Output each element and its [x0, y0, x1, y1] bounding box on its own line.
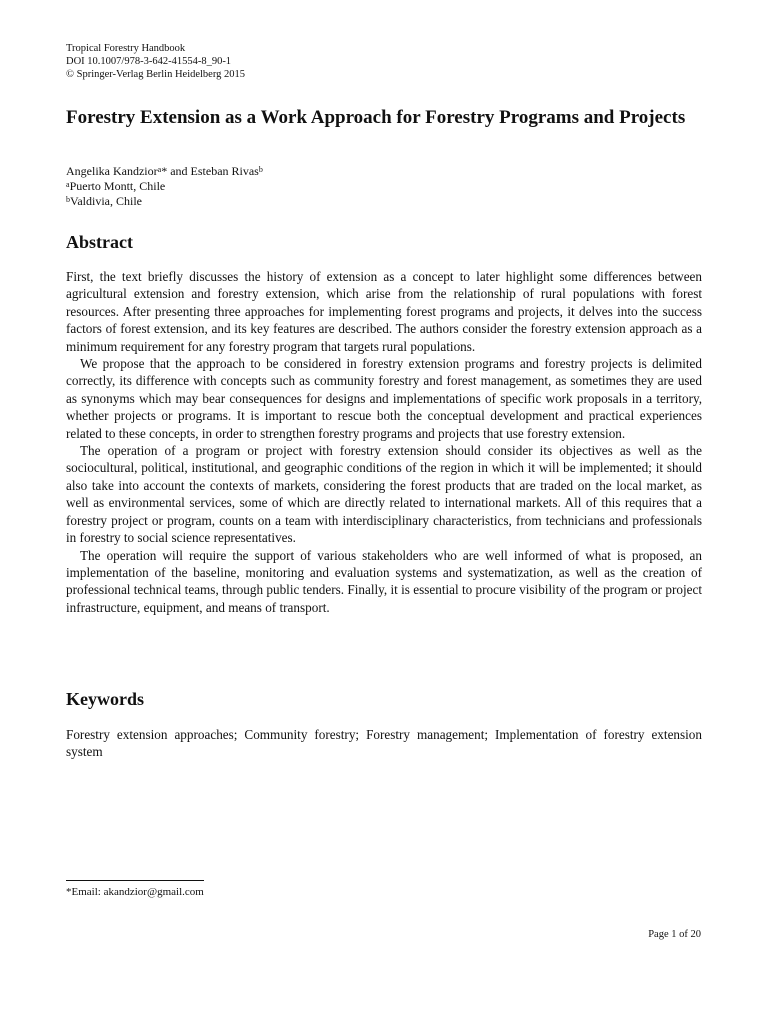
author-1-affiliation-mark: a — [157, 165, 162, 174]
book-title: Tropical Forestry Handbook — [66, 43, 186, 54]
affiliation-b-place: Valdivia, Chile — [70, 194, 142, 208]
publication-header — [66, 42, 245, 81]
keywords-heading: Keywords — [66, 689, 144, 709]
author-line — [66, 164, 263, 179]
affiliation-a — [66, 179, 263, 194]
affiliation-b — [66, 194, 263, 209]
keywords-list: Forestry extension approaches; Community forestry; Forestry management; Implementation of forestry extension system — [66, 727, 702, 760]
abstract-body — [66, 268, 702, 616]
affiliation-b-mark: b — [66, 195, 70, 204]
copyright-line: © Springer-Verlag Berlin Heidelberg 2015 — [66, 69, 246, 80]
footnote-divider — [66, 880, 204, 881]
affiliation-a-mark: a — [66, 180, 70, 189]
abstract-paragraph-2: We propose that the approach to be considered in forestry extension programs and forestry projects is delimited correctly, its difference with concepts such as community forestry and forest management, as sometimes they are used as synonyms which may bear consequences for designs and implementations of specific work proposals in a territory, whether projects or programs. It is important to rescue both the conceptual development and practical experiences related to these concepts, in order to strengthen forestry programs and projects that use forestry extension. — [66, 356, 702, 441]
corresponding-author-mark: * — [161, 164, 168, 178]
author-1-name: Angelika Kandzior — [66, 164, 158, 178]
abstract-paragraph-1: First, the text briefly discusses the history of extension as a concept to later highlight some differences between agricultural extension and forestry extension, which arise from the relationship of rural populations with forest resources. After presenting three approaches for implementing forest programs and projects, it delves into the success factors of forest extension, and its key features are described. The authors consider the forestry extension approach as a minimum requirement for any forestry program that targets rural populations. — [66, 269, 702, 354]
abstract-heading: Abstract — [66, 232, 133, 252]
doi-line[interactable]: DOI 10.1007/978-3-642-41554-8_90-1 — [66, 56, 232, 67]
author-2-name: Esteban Rivas — [190, 164, 259, 178]
corresponding-email-footnote[interactable]: *Email: akandzior@gmail.com — [66, 886, 204, 898]
author-2-affiliation-mark: b — [258, 165, 263, 174]
author-block — [66, 164, 263, 209]
page-number: Page 1 of 20 — [648, 929, 701, 940]
author-connector: and — [167, 164, 191, 178]
abstract-paragraph-3: The operation of a program or project with forestry extension should consider its objectives as well as the sociocultural, political, institutional, and geographic conditions of the region in which it will be implemented; it should also take into account the contexts of markets, considering the forest products that are traded on the local market, as well as environmental services, some of which are directly related to international markets. All of this requires that a forestry project or program, counts on a team with interdisciplinary characteristics, from technicians and professionals in forestry to social science representatives. — [66, 443, 702, 546]
abstract-paragraph-4: The operation will require the support of various stakeholders who are well informed of what is proposed, an implementation of the baseline, monitoring and evaluation systems and systematization, as well as the creation of professional technical teams, through public tenders. Finally, it is essential to procure visibility of the program or project infrastructure, equipment, and means of transport. — [66, 547, 702, 615]
chapter-title: Forestry Extension as a Work Approach for Forestry Programs and Projects — [66, 107, 686, 128]
affiliation-a-place: Puerto Montt, Chile — [69, 179, 166, 193]
